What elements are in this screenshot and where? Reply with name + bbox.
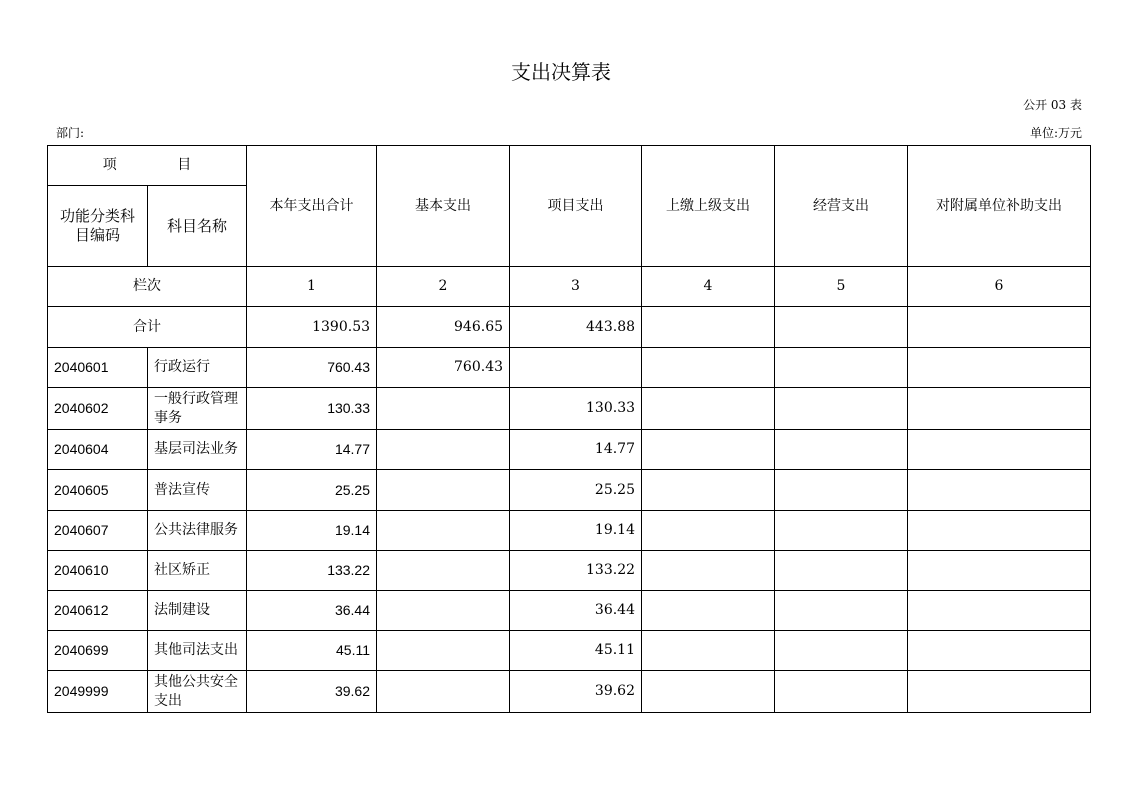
table-row: [48, 511, 1091, 551]
total-col6: [908, 307, 1091, 348]
row-col6: [908, 348, 1091, 388]
table-row: [48, 631, 1091, 671]
row-col4: [642, 470, 775, 511]
row-col6: [908, 551, 1091, 591]
row-col5: [775, 671, 908, 713]
department-label: 部门:: [56, 126, 85, 140]
total-col5: [775, 307, 908, 348]
row-name: 普法宣传: [148, 470, 247, 511]
header-project: 项 目: [48, 146, 247, 186]
row-col5: [775, 470, 908, 511]
row-col5: [775, 388, 908, 430]
row-col3: 19.14: [510, 511, 642, 551]
row-col2: [377, 631, 510, 671]
row-col1: 130.33: [247, 388, 377, 430]
row-col1: 133.22: [247, 551, 377, 591]
row-col2: [377, 671, 510, 713]
col-num-5: 5: [775, 267, 908, 307]
row-col2: [377, 430, 510, 470]
row-col6: [908, 671, 1091, 713]
row-name: 其他公共安全支出: [148, 671, 247, 713]
row-name: 行政运行: [148, 348, 247, 388]
row-code: 2040607: [48, 511, 148, 551]
row-col1: 45.11: [247, 631, 377, 671]
row-col3: 130.33: [510, 388, 642, 430]
row-col1: 14.77: [247, 430, 377, 470]
row-col3: 36.44: [510, 591, 642, 631]
col-num-4: 4: [642, 267, 775, 307]
row-code: 2040612: [48, 591, 148, 631]
row-col4: [642, 591, 775, 631]
header-col2: 基本支出: [377, 146, 510, 267]
row-col1: 19.14: [247, 511, 377, 551]
row-col3: 45.11: [510, 631, 642, 671]
table-row: [48, 388, 1091, 430]
row-name: 公共法律服务: [148, 511, 247, 551]
row-col5: [775, 591, 908, 631]
table-row: [48, 591, 1091, 631]
col-num-2: 2: [377, 267, 510, 307]
row-col3: 25.25: [510, 470, 642, 511]
row-col4: [642, 430, 775, 470]
total-col1: 1390.53: [247, 307, 377, 348]
header-code: 功能分类科目编码: [48, 186, 148, 267]
row-col6: [908, 388, 1091, 430]
total-col4: [642, 307, 775, 348]
row-col4: [642, 671, 775, 713]
row-col5: [775, 631, 908, 671]
row-col2: [377, 551, 510, 591]
row-code: 2040605: [48, 470, 148, 511]
row-col1: 25.25: [247, 470, 377, 511]
col-num-1: 1: [247, 267, 377, 307]
form-number: 公开 03 表: [1023, 98, 1082, 112]
col-num-3: 3: [510, 267, 642, 307]
row-col3: 39.62: [510, 671, 642, 713]
table-row: [48, 470, 1091, 511]
table-row: [48, 348, 1091, 388]
table-row: [48, 551, 1091, 591]
row-col5: [775, 551, 908, 591]
row-col6: [908, 470, 1091, 511]
expenditure-table: [47, 145, 1091, 713]
row-col4: [642, 511, 775, 551]
header-col4: 上缴上级支出: [642, 146, 775, 267]
row-col4: [642, 551, 775, 591]
row-col4: [642, 631, 775, 671]
row-col2: [377, 470, 510, 511]
row-col2: [377, 388, 510, 430]
row-col4: [642, 348, 775, 388]
row-name: 基层司法业务: [148, 430, 247, 470]
row-col6: [908, 511, 1091, 551]
row-col4: [642, 388, 775, 430]
row-col1: 39.62: [247, 671, 377, 713]
row-col5: [775, 348, 908, 388]
total-col2: 946.65: [377, 307, 510, 348]
header-col5: 经营支出: [775, 146, 908, 267]
unit-label: 单位:万元: [1029, 126, 1082, 140]
total-col3: 443.88: [510, 307, 642, 348]
row-col2: [377, 511, 510, 551]
row-name: 一般行政管理事务: [148, 388, 247, 430]
row-code: 2049999: [48, 671, 148, 713]
row-code: 2040604: [48, 430, 148, 470]
total-label: 合计: [48, 307, 247, 348]
row-col6: [908, 430, 1091, 470]
header-col1: 本年支出合计: [247, 146, 377, 267]
row-col2: 760.43: [377, 348, 510, 388]
row-code: 2040699: [48, 631, 148, 671]
table-row: [48, 671, 1091, 713]
row-name: 社区矫正: [148, 551, 247, 591]
row-code: 2040601: [48, 348, 148, 388]
header-name: 科目名称: [148, 186, 247, 267]
row-col3: [510, 348, 642, 388]
row-col6: [908, 591, 1091, 631]
row-col3: 14.77: [510, 430, 642, 470]
col-num-label: 栏次: [48, 267, 247, 307]
page-title: 支出决算表: [511, 60, 611, 84]
header-col3: 项目支出: [510, 146, 642, 267]
header-col6: 对附属单位补助支出: [908, 146, 1091, 267]
row-col1: 760.43: [247, 348, 377, 388]
row-code: 2040602: [48, 388, 148, 430]
col-num-6: 6: [908, 267, 1091, 307]
row-name: 法制建设: [148, 591, 247, 631]
row-col2: [377, 591, 510, 631]
row-col5: [775, 511, 908, 551]
row-col5: [775, 430, 908, 470]
row-col3: 133.22: [510, 551, 642, 591]
row-col1: 36.44: [247, 591, 377, 631]
row-col6: [908, 631, 1091, 671]
table-row: [48, 430, 1091, 470]
row-name: 其他司法支出: [148, 631, 247, 671]
row-code: 2040610: [48, 551, 148, 591]
